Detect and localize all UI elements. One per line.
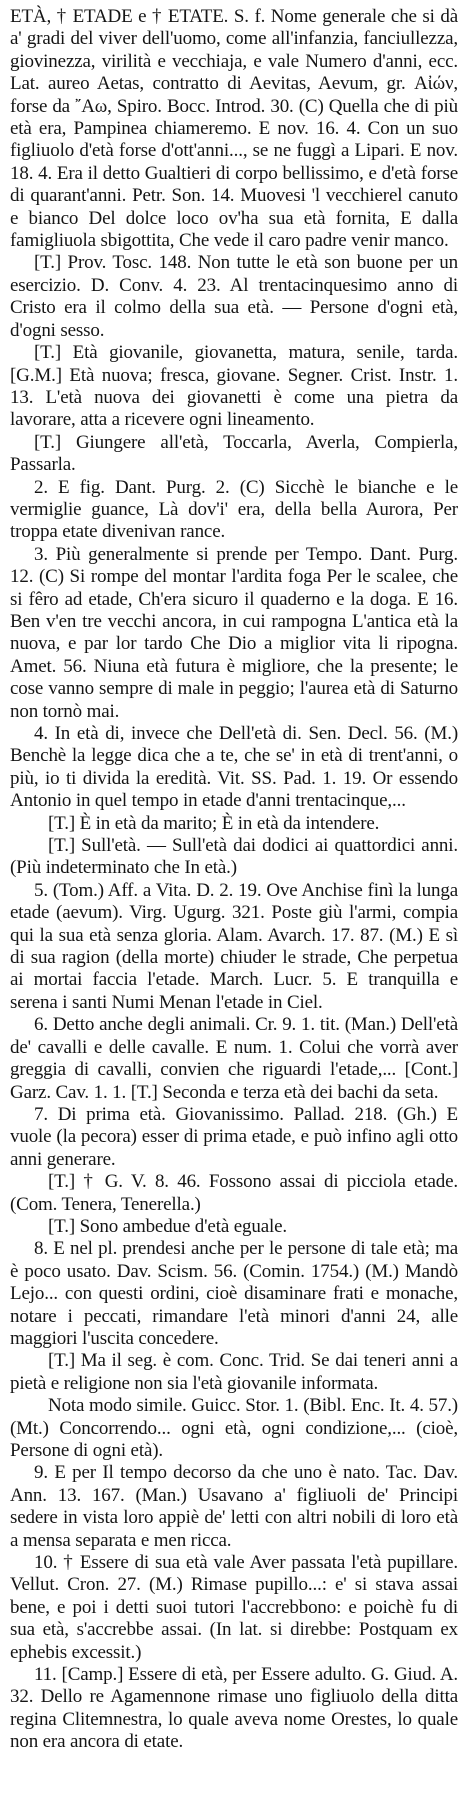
sense-paragraph-10: 10. † Essere di sua età vale Aver passata l'età pupillare. Vellut. Cron. 27. (M.) Rimase pupillo...: e' si stava assai bene, e poi i detti suoi tutori l'accrebbono: e poichè fu di sua età, s'accrebbe assai. (In lat. si direbbe: Postquam ex ephebis excessit.) xyxy=(10,1552,458,1663)
entry-paragraph: [T.] È in età da marito; È in età da intendere. xyxy=(48,812,380,834)
entry-paragraph-headword: ETÀ, † ETADE e † ETATE. S. f. Nome generale che si dà a' gradi del viver dell'uomo, come all'infanzia, fanciullezza, giovinezza, virilità e vecchiaja, e vale Numero d'anni, ecc. Lat. aureo Aetas, contratto di Aevitas, Aevum, gr. Αἰών, forse da ῎Αω, Spiro. Bocc. Introd. 30. (C) Quella che di più età era, Pampinea chiameremo. E nov. 16. 4. Con un suo figliuolo d'età forse d'ott'anni..., se ne fuggì a Lipari. E nov. 18. 4. Era il detto Gualtieri di corpo bellissimo, e d'età forse di quarant'anni. Petr. Son. 14. Muovesi 'l vecchierel canuto e bianco Del dolce loco ov'ha sua età fornita, E dalla famigliuola sbigottita, Che vede il caro padre venir manco. xyxy=(10,6,458,252)
sense-paragraph-5: 5. (Tom.) Aff. a Vita. D. 2. 19. Ove Anchise finì la lunga etade (aevum). Virg. Ugurg. 321. Poste giù l'armi, compia qui la sua età senza gloria. Alam. Avarch. 17. 87. (M.) E sì di sua ragion (della morte) chiuder le strade, Che perpetua ai mortai faccia l'etade. March. Lucr. 5. E tranquilla e serena i santi Numi Menan l'etade in Ciel. xyxy=(10,879,458,1013)
sense-paragraph-6: 6. Detto anche degli animali. Cr. 9. 1. tit. (Man.) Dell'età de' cavalli e delle cavalle. E num. 1. Colui che vorrà aver greggia di cavalli, convien che riguardi l'etade,... [Cont.] Garz. Cav. 1. 1. [T.] Seconda e terza età dei bachi da seta. xyxy=(10,1014,458,1103)
entry-paragraph: [T.] † G. V. 8. 46. Fossono assai di picciola etade. (Com. Tenera, Tenerella.) xyxy=(10,1171,458,1215)
sense-paragraph-11: 11. [Camp.] Essere di età, per Essere adulto. G. Giud. A. 32. Dello re Agamennone rimase uno figliuolo della ditta regina Clitemnestra, lo quale aveva nome Orestes, lo quale non era ancora di etate. xyxy=(10,1664,458,1753)
entry-paragraph: [T.] Prov. Tosc. 148. Non tutte le età son buone per un esercizio. D. Conv. 4. 23. Al trentacinquesimo anno di Cristo era il colmo della sua età. — Persone d'ogni età, d'ogni sesso. xyxy=(10,252,458,341)
entry-paragraph: [T.] Ma il seg. è com. Conc. Trid. Se dai teneri anni a pietà e religione non sia l'età giovanile informata. xyxy=(10,1350,458,1394)
entry-paragraph: Nota modo simile. Guicc. Stor. 1. (Bibl. Enc. It. 4. 57.) (Mt.) Concorrendo... ogni età, ogni condizione,... (cioè, Persone di ogni età). xyxy=(10,1395,458,1461)
entry-paragraph: [T.] Età giovanile, giovanetta, matura, senile, tarda. [G.M.] Età nuova; fresca, giovane. Segner. Crist. Instr. 1. 13. L'età nuova dei giovanetti è come una pietra da lavorare, atta a ricevere ogni lineamento. xyxy=(10,342,458,431)
entry-paragraph: [T.] Sono ambedue d'età eguale. xyxy=(48,1215,287,1237)
sense-paragraph-7: 7. Di prima età. Giovanissimo. Pallad. 218. (Gh.) E vuole (la pecora) esser di prima etade, e può infino agli otto anni generare. xyxy=(10,1103,458,1170)
sense-paragraph-3: 3. Più generalmente si prende per Tempo. Dant. Purg. 12. (C) Si rompe del montar l'ardita foga Per le scalee, che si fêro ad etade, Ch'era sicuro il quaderno e la doga. E 16. Ben v'en tre vecchi ancora, in cui rampogna L'antica età la nuova, e par lor tardo Che Dio a miglior vita li ripogna. Amet. 56. Niuna età futura è migliore, che la presente; le cose vanno sempre di male in peggio; l'aurea età di Saturno non tornò mai. xyxy=(10,543,458,722)
sense-paragraph-4: 4. In età di, invece che Dell'età di. Sen. Decl. 56. (M.) Benchè la legge dica che a te, che se' in età di trent'anni, o più, io ti divida la eredità. Vit. SS. Pad. 1. 19. Or essendo Antonio in quel tempo in etade d'anni trentacinque,... xyxy=(10,723,458,812)
sense-paragraph-8: 8. E nel pl. prendesi anche per le persone di tale età; ma è poco usato. Dav. Scism. 56. (Comin. 1754.) (M.) Mandò Lejo... con questi ordini, cioè disaminare frati e monache, notare i peccati, rimandare l'età minori d'anni 24, alle maggiori l'uscita concedere. xyxy=(10,1238,458,1349)
sense-paragraph-2: 2. E fig. Dant. Purg. 2. (C) Sicchè le bianche e le vermiglie guance, Là dov'i' era, della bella Aurora, Per troppa etate divenivan rance. xyxy=(10,476,458,543)
entry-paragraph: [T.] Sull'età. — Sull'età dai dodici ai quattordici anni. (Più indeterminato che In età.) xyxy=(10,835,458,879)
sense-paragraph-9: 9. E per Il tempo decorso da che uno è nato. Tac. Dav. Ann. 13. 167. (Man.) Usavano a' figliuoli de' Principi sedere in vista loro appiè de' letti con altri nobili di loro età a mensa separata e men ricca. xyxy=(10,1462,458,1551)
entry-paragraph: [T.] Giungere all'età, Toccarla, Averla, Compierla, Passarla. xyxy=(10,431,458,476)
